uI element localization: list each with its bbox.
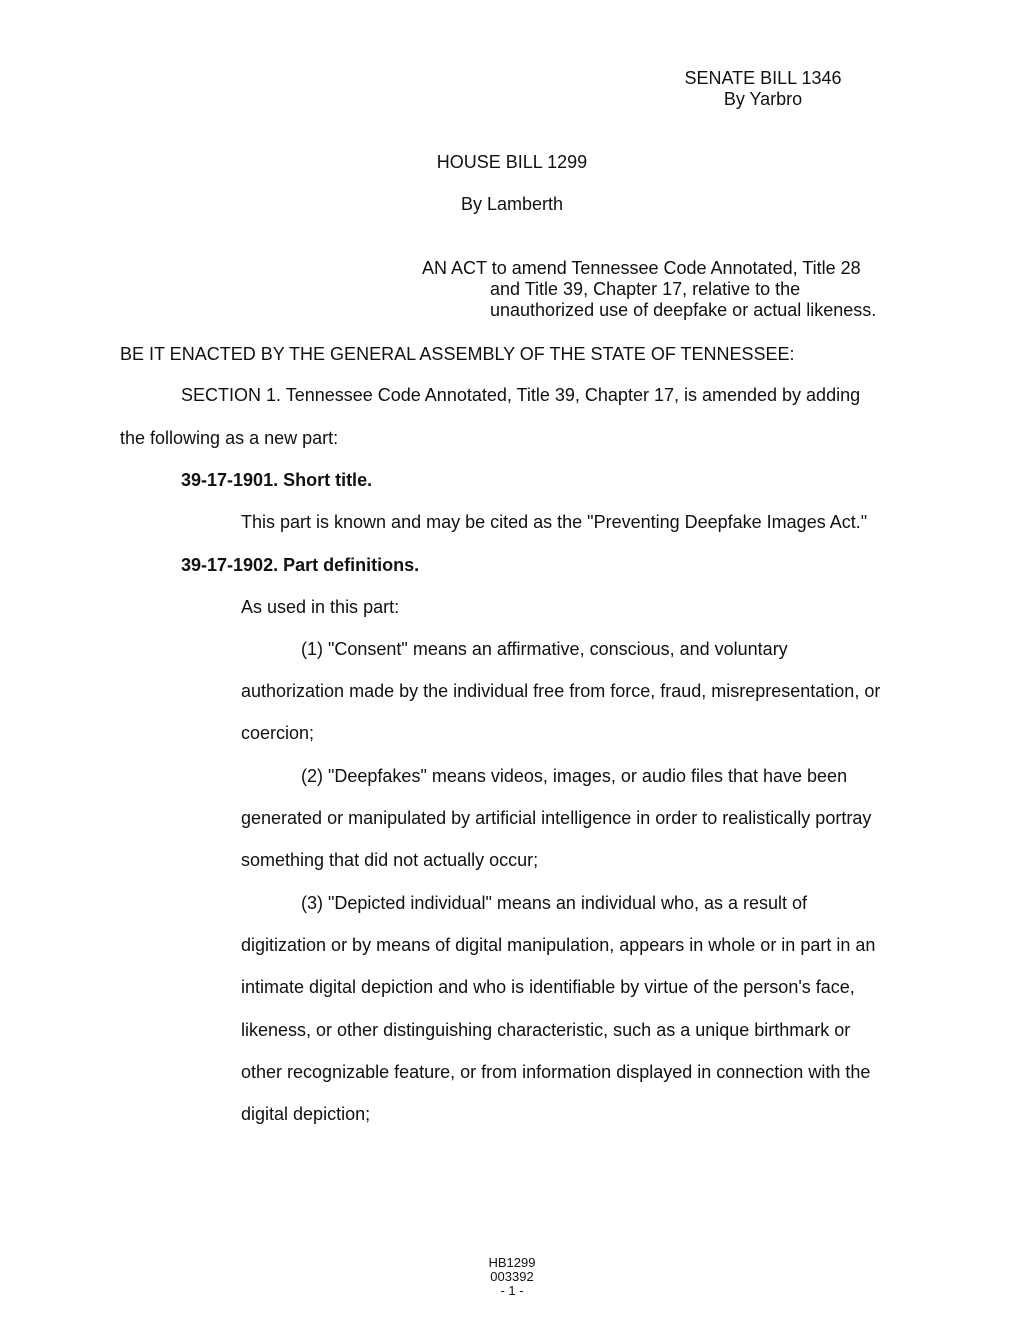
section-1-line-2: the following as a new part: <box>120 428 339 448</box>
section-1901-heading: 39-17-1901. Short title. <box>181 470 373 490</box>
definition-1-line-2: authorization made by the individual free from force, fraud, misrepresentation, or <box>241 681 881 701</box>
enacting-clause: BE IT ENACTED BY THE GENERAL ASSEMBLY OF THE STATE OF TENNESSEE: <box>120 344 795 364</box>
definition-2-line-1: (2) "Deepfakes" means videos, images, or audio files that have been <box>301 766 848 786</box>
footer-bill-id: HB1299 <box>488 1255 536 1270</box>
house-bill-number: HOUSE BILL 1299 <box>436 152 588 172</box>
definition-3-line-2: digitization or by means of digital manipulation, appears in whole or in part in an <box>241 935 876 955</box>
senate-sponsor: By Yarbro <box>723 89 803 109</box>
definition-3-line-5: other recognizable feature, or from information displayed in connection with the <box>241 1062 871 1082</box>
footer-doc-number: 003392 <box>490 1269 534 1284</box>
section-1901-text: This part is known and may be cited as the "Preventing Deepfake Images Act." <box>241 512 868 532</box>
senate-header <box>663 68 863 110</box>
caption-line-3: unauthorized use of deepfake or actual likeness. <box>490 300 877 320</box>
footer-page-number: - 1 - <box>500 1283 524 1298</box>
definition-1-line-3: coercion; <box>241 723 315 743</box>
definition-2-line-2: generated or manipulated by artificial intelligence in order to realistically portray <box>241 808 872 828</box>
section-1902-heading: 39-17-1902. Part definitions. <box>181 555 420 575</box>
senate-bill-number: SENATE BILL 1346 <box>684 68 842 88</box>
house-sponsor: By Lamberth <box>460 194 564 214</box>
section-1-line-1: SECTION 1. Tennessee Code Annotated, Title 39, Chapter 17, is amended by adding <box>181 385 861 405</box>
definition-3-line-1: (3) "Depicted individual" means an individual who, as a result of <box>301 893 808 913</box>
caption-line-2: and Title 39, Chapter 17, relative to the <box>490 279 801 299</box>
definition-1-line-1: (1) "Consent" means an affirmative, conscious, and voluntary <box>301 639 788 659</box>
definition-2-line-3: something that did not actually occur; <box>241 850 539 870</box>
definition-3-line-6: digital depiction; <box>241 1104 371 1124</box>
caption-line-1: AN ACT to amend Tennessee Code Annotated, Title 28 <box>422 258 861 278</box>
page-footer <box>462 1256 562 1298</box>
definition-3-line-3: intimate digital depiction and who is identifiable by virtue of the person's face, <box>241 977 855 997</box>
section-1902-intro: As used in this part: <box>241 597 400 617</box>
definition-3-line-4: likeness, or other distinguishing characteristic, such as a unique birthmark or <box>241 1020 851 1040</box>
